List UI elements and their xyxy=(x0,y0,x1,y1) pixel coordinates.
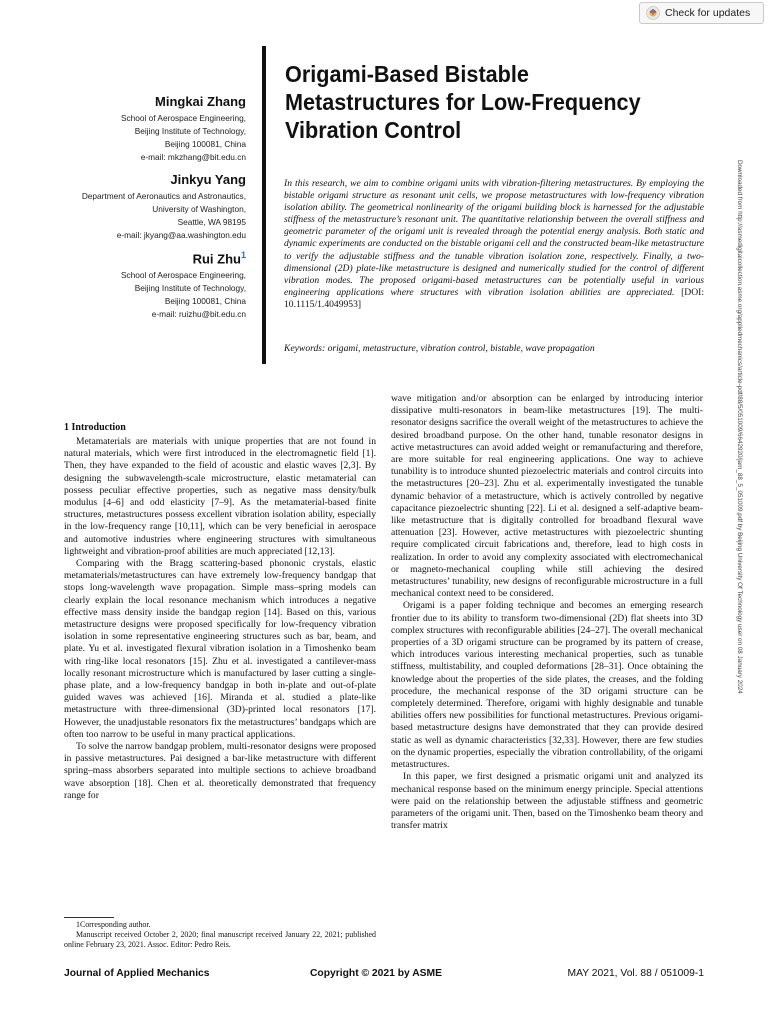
author-email[interactable]: e-mail: mkzhang@bit.edu.cn xyxy=(140,152,246,162)
issue-info: MAY 2021, Vol. 88 / 051009-1 xyxy=(567,968,704,979)
left-column xyxy=(64,436,376,802)
title-divider xyxy=(262,46,266,364)
copyright: Copyright © 2021 by ASME xyxy=(310,968,442,979)
paragraph: To solve the narrow bandgap problem, multi-resonator designs were proposed in passive metastructures. Pai designed a bar-like metastructure with different spring–mass absorbers separated into multiple sections to achieve broadband wave absorption [18]. Chen et al. theoretically demonstrated that frequency range for xyxy=(64,741,376,801)
footnote: 1Corresponding author. xyxy=(76,920,151,929)
abstract xyxy=(284,178,704,311)
download-watermark: Downloaded from http://asmedigitalcollection.asme.org/appliedmechanics/article-pdf/88/5/051009/6642920/jam_88_5_051009.pdf by Beijing University Of Technology user on 08 January 2024 xyxy=(736,160,743,694)
paragraph: In this paper, we first designed a prismatic origami unit and analyzed its mechanical response based on the minimum energy principle. Special attentions were paid on the relationship between the adjustable stiffness and geometric parameters of the origami unit. Then, based on the Timoshenko beam theory and transfer matrix xyxy=(391,771,703,832)
footnote-rule xyxy=(64,917,114,918)
author-block xyxy=(36,172,246,242)
section-heading: 1 Introduction xyxy=(64,422,126,433)
author-affiliation: Beijing Institute of Technology, xyxy=(134,126,246,136)
right-column xyxy=(391,393,703,832)
author-affiliation: Seattle, WA 98195 xyxy=(177,217,246,227)
paragraph: Comparing with the Bragg scattering-based phononic crystals, elastic metamaterials/metastructures can have extremely low-frequency bandgap that stops long-wavelength wave propagation. Simple mass–spring models can clearly explain the local resonance mechanism which introduces a negative effective mass density inside the bandgap region [14]. Based on this, various metastructure designs were proposed specifically for low-frequency vibration isolation in some representative engineering structures such as bar, beam, and plate. Yu et al. investigated flexural vibration isolation in a Timoshenko beam with ring-like local resonators [15]. Zhu et al. investigated a cantilever-mass locally resonant microstructure which is manufactured by laser cutting a single-phase plate, and a low-frequency bandgap in both in-plate and out-of-plate guided waves was achieved [16]. Miranda et al. studied a plate-like metastructure with three-dimensional (3D)-printed local resonators [17]. However, the unadjustable resonators fix the metastructures’ bandgaps which are often too narrow to be useful in many practical applications. xyxy=(64,558,376,740)
check-updates-label: Check for updates xyxy=(665,7,751,19)
abstract-text: In this research, we aim to combine origami units with vibration-filtering metastructures. By employing the bistable origami structure as resonant unit cells, we propose metastructures with low-frequency vibration isolation ability. The geometrical nonlinearity of the origami building block is harnessed for the adjustable stiffness of the metastructure’s resonant unit. The quantitative relationship between the overall stiffness and geometric parameter of the origami unit is revealed through the potential energy analysis. Both static and dynamic experiments are conducted on the bistable origami cell and the constructed beam-like metastructure to verify the adjustable stiffness and the tunable vibration isolation zone, respectively. Finally, a two-dimensional (2D) plate-like metastructure is designed and numerically studied for the control of different vibration modes. The proposed origami-based metastructures can be potentially useful in various engineering applications where structures with vibration isolation abilities are appreciated. xyxy=(284,178,704,298)
author-list xyxy=(36,94,246,329)
author-name: Mingkai Zhang xyxy=(155,94,246,109)
author-block xyxy=(36,250,246,321)
author-affiliation: Beijing 100081, China xyxy=(164,139,246,149)
author-affiliation: School of Aerospace Engineering, xyxy=(120,270,246,281)
paper-title: Origami-Based Bistable Metastructures for Low-Frequency Vibration Control xyxy=(285,61,641,143)
author-block xyxy=(36,94,246,164)
journal-name: Journal of Applied Mechanics xyxy=(64,968,210,979)
author-affiliation: Beijing 100081, China xyxy=(164,296,246,307)
author-email[interactable]: e-mail: jkyang@aa.washington.edu xyxy=(116,230,246,240)
doi-link[interactable]: [DOI: 10.1115/1.4049953] xyxy=(284,286,704,310)
author-name: Jinkyu Yang xyxy=(170,172,246,187)
paragraph: wave mitigation and/or absorption can be enlarged by introducing interior dissipative multi-resonators in beam-like metastructures [19]. The multi-resonator designs sacrifice the overall weight of the metastructures to achieve the desired broadband purpose. On the other hand, tunable resonator designs in active metastructures can avoid added weight or remanufacturing and therefore, are more suitable for real engineering applications. One way to achieve tunability is to introduce shunted piezoelectric materials and control circuits into the metastructures [20–23]. Zhu et al. experimentally investigated the tunable dynamic behavior of a metastructure, which is actively controlled by negative capacitance piezoelectric shunting [22]. Li et al. designed a self-adaptive beam-like metastructure that is digitally controlled for broadband flexural wave attenuation [23]. However, active metastructures with piezoelectric shunting require complicated circuit fabrications and, therefore, lead to high costs in realization. In order to avoid any complexity associated with electromechanical or magneto-mechanical coupling while still achieving the desired metastructures’ tunability, new designs of reconfigurable microstructure in a full mechanical context need to be considered. xyxy=(391,393,703,600)
footnote: Manuscript received October 2, 2020; final manuscript received January 22, 2021; published online February 23, 2021. Assoc. Editor: Pedro Reis. xyxy=(64,930,376,949)
author-name: Rui Zhu$^1$ xyxy=(192,250,246,267)
check-updates-icon xyxy=(646,6,660,20)
author-affiliation: School of Aerospace Engineering, xyxy=(120,113,246,123)
author-affiliation: Department of Aeronautics and Astronautics, xyxy=(81,191,246,201)
page-footer xyxy=(64,968,704,982)
check-for-updates-button[interactable] xyxy=(639,2,764,24)
footnotes xyxy=(64,920,376,950)
author-affiliation: Beijing Institute of Technology, xyxy=(134,283,246,294)
author-affiliation: University of Washington, xyxy=(152,204,246,214)
author-email[interactable]: e-mail: ruizhu@bit.edu.cn xyxy=(151,309,246,320)
keywords: Keywords: origami, metastructure, vibration control, bistable, wave propagation xyxy=(284,343,595,354)
paragraph: Metamaterials are materials with unique properties that are not found in natural materials, which were first introduced in the electromagnetic field [1]. Then, they have expanded to the field of acoustic and elastic waves [2,3]. By designing the subwavelength-scale microstructure, elastic metamaterial can possess peculiar effective properties, such as negative mass density/bulk modulus [4–6] and odd elasticity [7–9]. As the metamaterial-based finite structures, metastructures possess excellent vibration isolation ability, especially in the low-frequency range [10,11], which can be very beneficial in aerospace and automotive industries where engineering structures with simultaneous lightweight and vibration-proof abilities are much appreciated [12,13]. xyxy=(64,436,376,557)
corresponding-author-mark[interactable]: 1 xyxy=(240,250,246,260)
paragraph: Origami is a paper folding technique and becomes an emerging research frontier due to its ability to transform two-dimensional (2D) flat sheets into 3D complex structures with reconfigurable abilities [24–27]. The overall mechanical properties of a 3D origami structure can be programed by its pattern of crease, which introduces various interesting mechanical properties, such as tunable stiffness, multistability, and coupled deformations [28–31]. Once obtaining the knowledge about the properties of the side plates, the creases, and the folding procedure, the mechanical response of the 3D origami structure can be completely determined. Therefore, origami with highly designable and tunable abilities offers new possibilities for functional metastructures. Previous origami-based metastructure designs have demonstrated that they can provide desired static as well as dynamic characteristics [32,33]. However, there are few studies on the dynamic properties, especially the vibration controllability, of the origami metastructures. xyxy=(391,600,703,771)
